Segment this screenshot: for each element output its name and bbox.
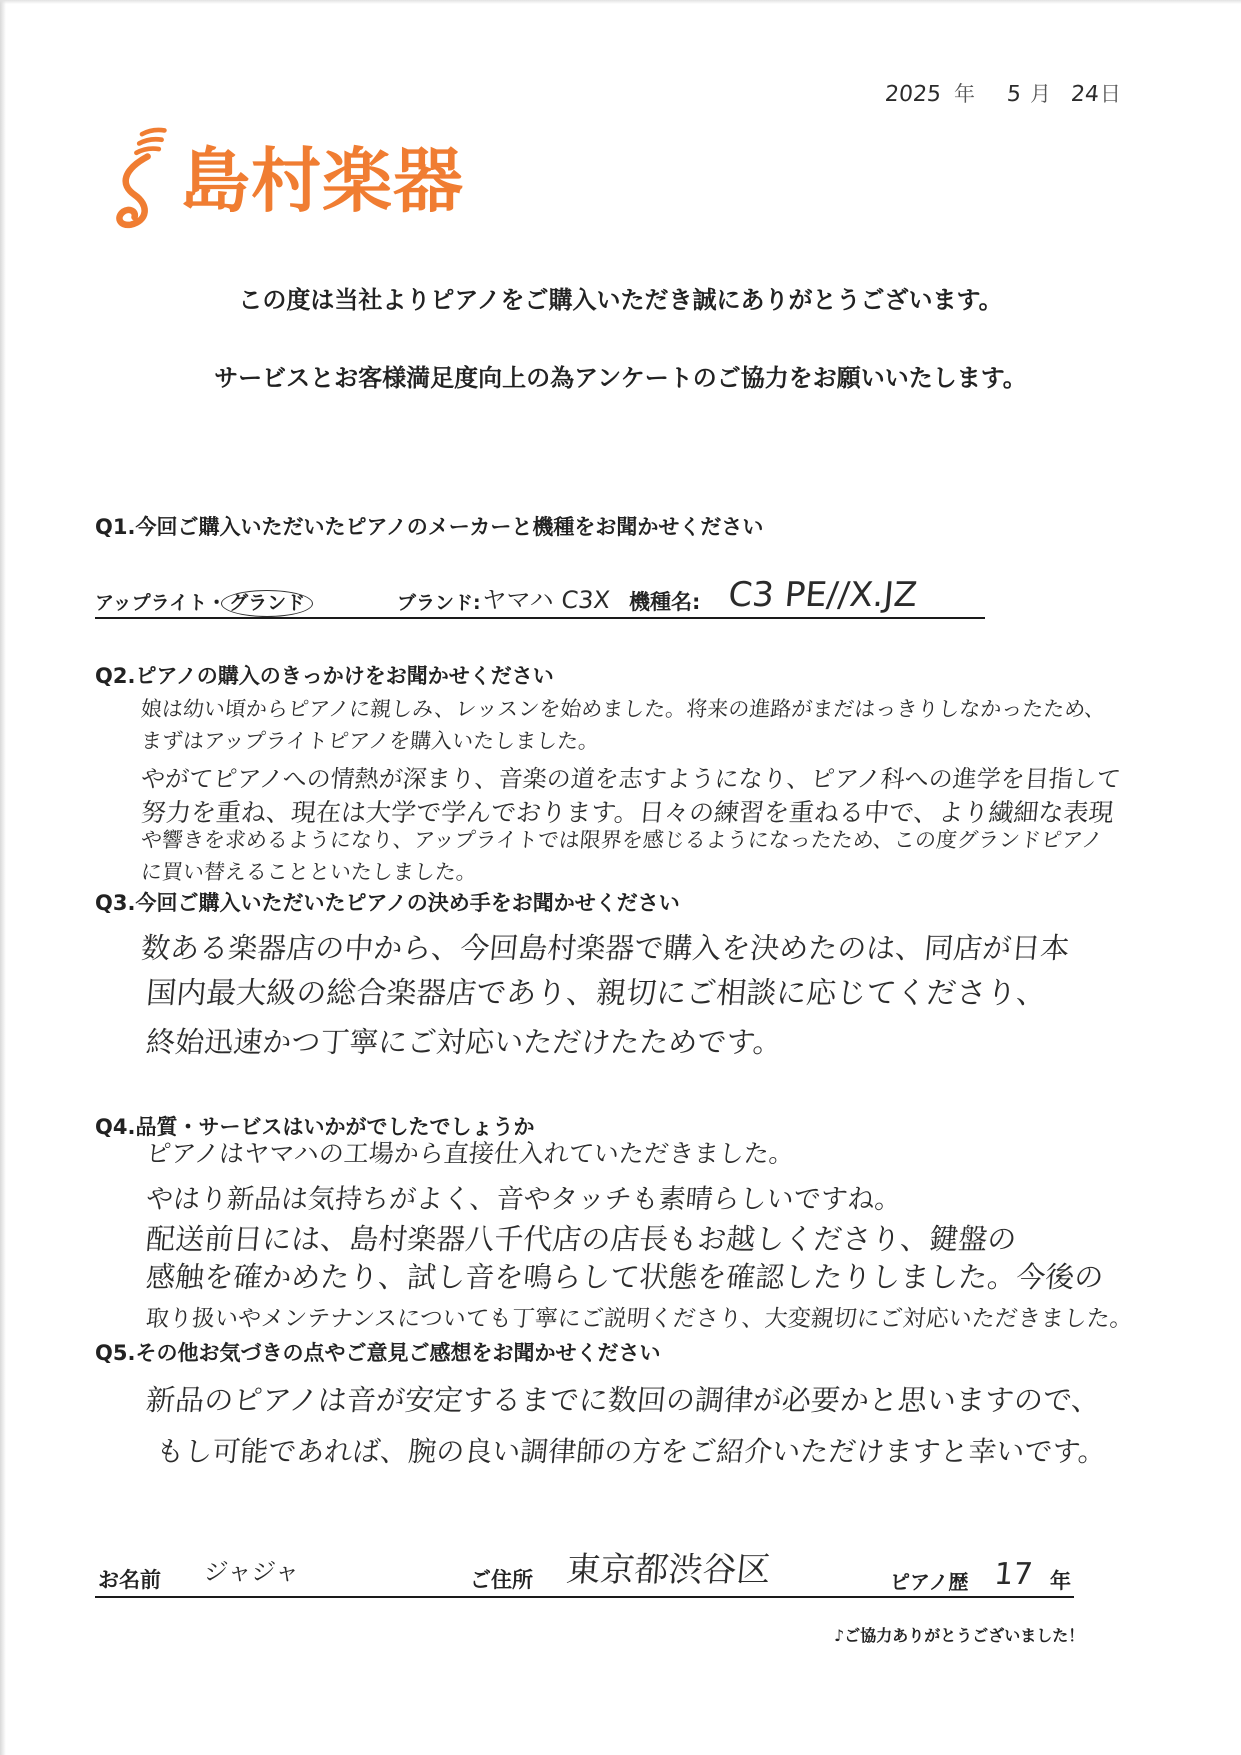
type-separator: ・ <box>207 592 227 614</box>
q1-underline <box>95 617 985 619</box>
scan-edge-left <box>0 0 6 1755</box>
brand-value: ヤマハ C3X <box>480 586 612 614</box>
q4-heading: Q4.品質・サービスはいかがでしたでしょうか <box>95 1115 535 1139</box>
thanks-note: ♪ご協力ありがとうございました！ <box>834 1626 1085 1645</box>
logo-wordmark: 島村楽器 <box>180 140 464 222</box>
q2-heading: Q2.ピアノの購入のきっかけをお聞かせください <box>95 664 554 688</box>
q2-answer-line: に買い替えることといたしました。 <box>139 860 479 884</box>
model-label: 機種名: <box>629 590 701 614</box>
q2-answer-line: まずはアップライトピアノを購入いたしました。 <box>139 729 601 753</box>
upright-option: アップライト <box>95 592 208 614</box>
q3-heading: Q3.今回ご購入いただいたピアノの決め手をお聞かせください <box>95 891 680 915</box>
intro-request: サービスとお客様満足度向上の為アンケートのご協力をお願いいたします。 <box>214 364 1027 392</box>
q2-answer-line: 努力を重ね、現在は大学で学んでおります。日々の練習を重ねる中で、より繊細な表現 <box>139 798 1115 827</box>
q4-answer-line: 感触を確かめたり、試し音を鳴らして状態を確認したりしました。今後の <box>144 1260 1105 1294</box>
piano-type-options <box>95 594 313 617</box>
scan-edge-top <box>0 0 1241 4</box>
piano-years-label: ピアノ歴 <box>890 1570 969 1594</box>
name-label: お名前 <box>98 1568 161 1592</box>
date-day-label: 日 <box>1100 82 1121 106</box>
q4-answer-line: やはり新品は気持ちがよく、音やタッチも素晴らしいですね。 <box>144 1184 904 1215</box>
q3-answer-line: 終始迅速かつ丁寧にご対応いただけたためです。 <box>144 1025 784 1059</box>
intro-thanks: この度は当社よりピアノをご購入いただき誠にありがとうございます。 <box>238 286 1003 314</box>
q2-answer-line: やがてピアノへの情熱が深まり、音楽の道を志すようになり、ピアノ科への進学を目指して <box>139 765 1122 793</box>
address-value: 東京都渋谷区 <box>564 1550 773 1590</box>
q3-answer-line: 国内最大級の総合楽器店であり、親切にご相談に応じてくださり、 <box>144 976 1048 1011</box>
q5-heading: Q5.その他お気づきの点やご意見ご感想をお聞かせください <box>95 1341 661 1365</box>
date-month-label: 月 <box>1030 82 1051 106</box>
grand-option: グランド <box>221 590 313 617</box>
q4-answer-line: 配送前日には、島村楽器八千代店の店長もお越しくださり、鍵盤の <box>144 1222 1018 1256</box>
model-value: C3 PE//X.JZ <box>726 575 919 615</box>
treble-clef-logo-icon <box>114 124 170 232</box>
q5-answer-line: 新品のピアノは音が安定するまでに数回の調律が必要かと思いますので、 <box>144 1383 1102 1417</box>
q2-answer-line: 娘は幼い頃からピアノに親しみ、レッスンを始めました。将来の進路がまだはっきりしなかったため、 <box>139 697 1107 721</box>
address-label: ご住所 <box>470 1568 533 1592</box>
date-month: 5 <box>1005 82 1023 107</box>
date-day: 24 <box>1069 82 1101 107</box>
q3-answer-line: 数ある楽器店の中から、今回島村楽器で購入を決めたのは、同店が日本 <box>139 931 1071 965</box>
piano-years-unit: 年 <box>1050 1569 1071 1593</box>
q5-answer-line: もし可能であれば、腕の良い調律師の方をご紹介いただけますと幸いです。 <box>154 1435 1108 1468</box>
q1-heading: Q1.今回ご購入いただいたピアノのメーカーと機種をお聞かせください <box>95 515 764 539</box>
footer-underline <box>95 1596 1074 1598</box>
brand-label: ブランド: <box>397 592 481 614</box>
name-value: ジャジャ <box>202 1558 301 1586</box>
piano-years-value: 17 <box>992 1557 1035 1592</box>
q4-answer-line: 取り扱いやメンテナンスについても丁寧にご説明くださり、大変親切にご対応いただきました。 <box>144 1306 1134 1332</box>
date-year: 2025 <box>883 82 943 107</box>
date-year-label: 年 <box>954 82 975 106</box>
q2-answer-line: や響きを求めるようになり、アップライトでは限界を感じるようになったため、この度グランドピアノ <box>139 828 1104 852</box>
q4-answer-line: ピアノはヤマハの工場から直接仕入れていただきました。 <box>144 1139 796 1168</box>
